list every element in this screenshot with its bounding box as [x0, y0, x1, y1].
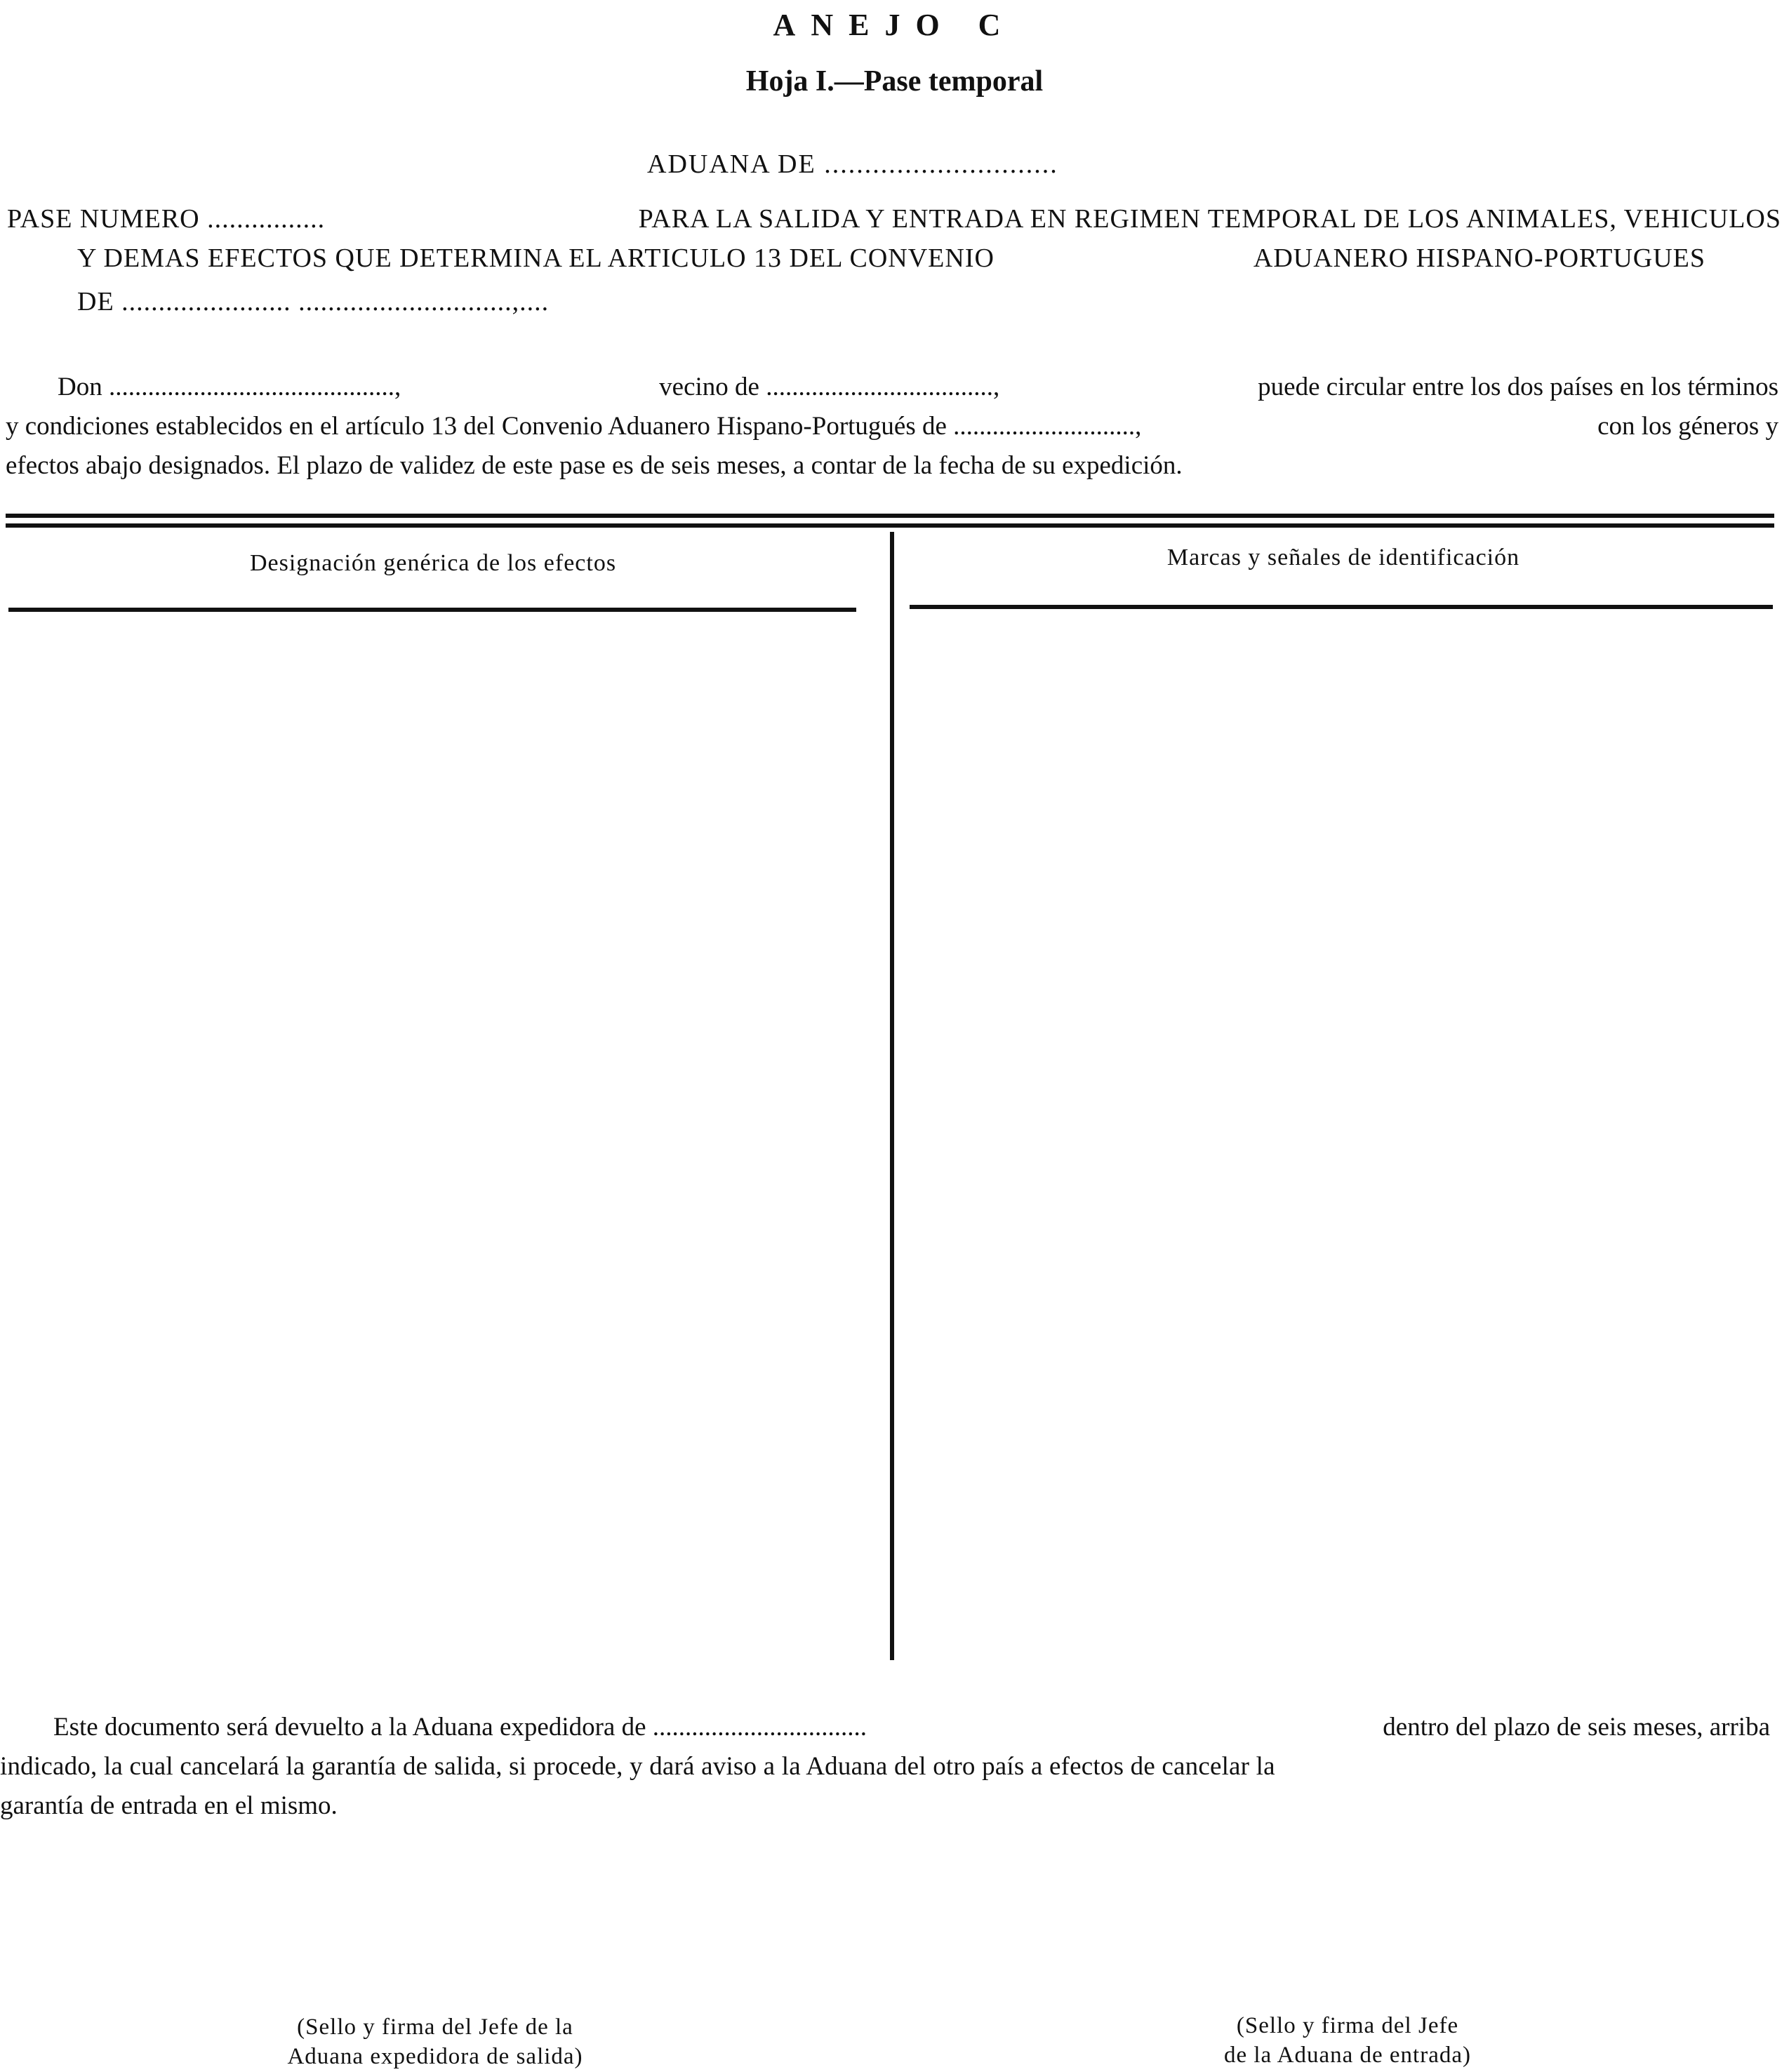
convenio-field: y condiciones establecidos en el artículo 13 del Convenio Aduanero Hispano-Portugués de ............................,	[6, 412, 1142, 441]
left-header-rule	[8, 608, 856, 612]
body-line-3: efectos abajo designados. El plazo de validez de este pase es de seis meses, a contar de la fecha de su expedición.	[6, 451, 1183, 480]
column-divider	[890, 532, 894, 1660]
signature-right-line-1: (Sello y firma del Jefe	[1236, 2013, 1459, 2038]
right-column-body[interactable]	[910, 610, 1773, 1652]
return-line-1-text: dentro del plazo de seis meses, arriba	[1383, 1713, 1770, 1742]
aduana-expedidora-field: Este documento será devuelto a la Aduana expedidora de .................................	[53, 1713, 867, 1742]
pase-line-2-text-b: ADUANERO HISPANO-PORTUGUES	[1253, 243, 1705, 273]
left-column-body[interactable]	[8, 613, 856, 1652]
pase-line-2-text-a: Y DEMAS EFECTOS QUE DETERMINA EL ARTICULO 13 DEL CONVENIO	[77, 243, 995, 273]
pase-line-3: DE ....................... .............................,....	[77, 287, 550, 316]
signature-right-line-2: de la Aduana de entrada)	[1223, 2043, 1471, 2068]
aduana-line: ADUANA DE .............................	[647, 149, 1058, 179]
signature-left	[189, 2012, 681, 2071]
signature-left-line-2: Aduana expedidora de salida)	[287, 2044, 583, 2069]
left-column-header: Designación genérica de los efectos	[249, 550, 617, 576]
signature-right	[1102, 2011, 1593, 2070]
body-line-2	[6, 406, 1778, 448]
vecino-field: vecino de ...................................,	[659, 373, 1000, 401]
pase-line-1-text: PARA LA SALIDA Y ENTRADA EN REGIMEN TEMPORAL DE LOS ANIMALES, VEHICULOS	[638, 204, 1781, 234]
pase-line-1	[7, 203, 1781, 234]
return-line-1	[53, 1706, 1770, 1749]
document-title: ANEJO C	[773, 8, 1016, 42]
document-subtitle: Hoja I.—Pase temporal	[745, 65, 1044, 98]
signature-left-line-1: (Sello y firma del Jefe de la	[297, 2014, 573, 2040]
don-field: Don ............................................,	[58, 373, 401, 401]
body-line-1	[58, 366, 1778, 408]
return-line-2: indicado, la cual cancelará la garantía de salida, si procede, y dará aviso a la Aduana del otro país a efectos de cancelar la	[0, 1752, 1275, 1781]
right-column-header: Marcas y señales de identificación	[1166, 544, 1520, 570]
return-line-3: garantía de entrada en el mismo.	[0, 1791, 338, 1820]
pase-line-2	[77, 243, 1705, 274]
body-line-1-text: puede circular entre los dos países en los términos	[1258, 373, 1778, 401]
pase-number-field: PASE NUMERO ................	[7, 204, 326, 234]
double-rule-bottom	[6, 523, 1774, 528]
double-rule-top	[6, 514, 1774, 518]
body-line-2-text: con los géneros y	[1597, 412, 1778, 441]
right-header-rule	[910, 605, 1773, 609]
